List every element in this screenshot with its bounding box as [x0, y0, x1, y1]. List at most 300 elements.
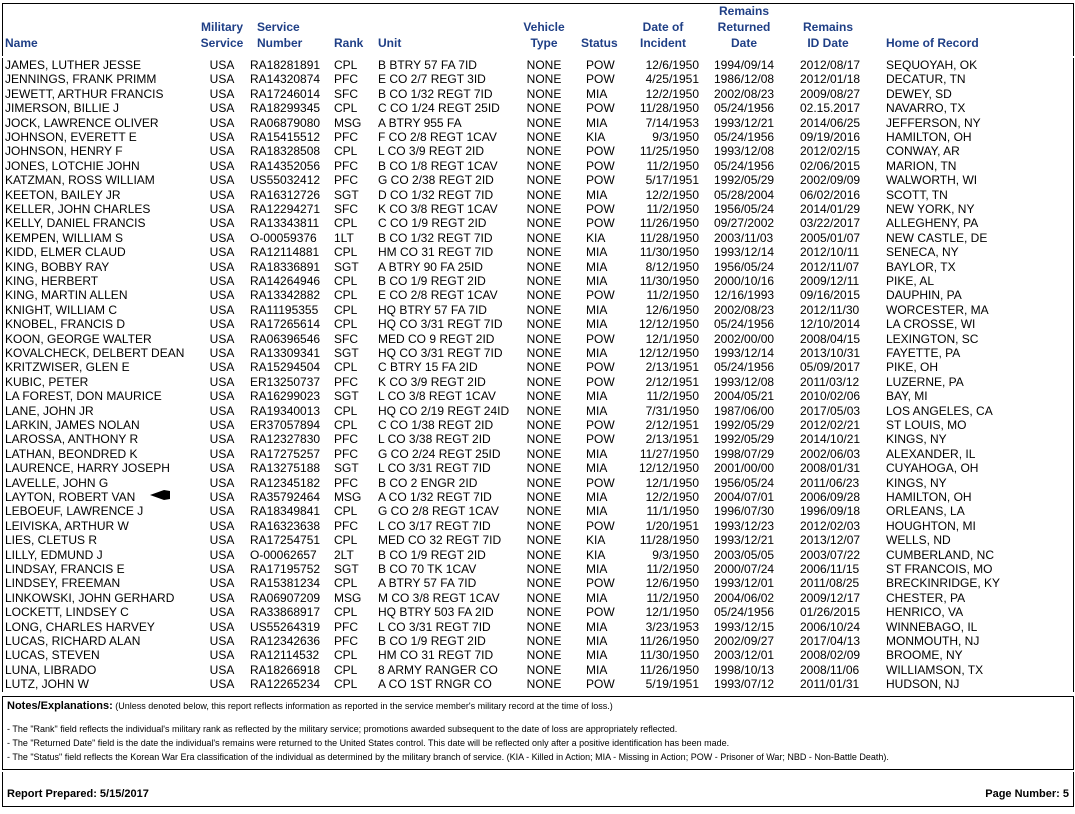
cell-status: MIA: [586, 274, 608, 288]
cell-remains-id: 2008/11/06: [800, 662, 860, 677]
table-row: [3, 591, 1073, 605]
cell-vehicle-type: NONE: [526, 432, 562, 447]
notes-heading: [7, 700, 613, 714]
cell-remains-returned: 05/24/1956: [714, 158, 775, 173]
cell-service-number: RA18281891: [250, 58, 321, 72]
cell-unit: B CO 1/32 REGT 7ID: [378, 86, 493, 101]
cell-military-service: USA: [209, 547, 235, 562]
table-row: [3, 130, 1073, 144]
cell-military-service: USA: [209, 216, 235, 231]
cell-remains-id: 2008/01/31: [800, 461, 861, 476]
header-military-service: Military Service: [200, 20, 244, 50]
cell-unit: HQ BTRY 57 FA 7ID: [378, 302, 487, 317]
cell-vehicle-type: NONE: [526, 230, 562, 245]
report-footer: [2, 772, 1074, 807]
cell-date-of-incident: 12/12/1950: [638, 461, 699, 476]
cell-military-service: USA: [209, 346, 235, 360]
cell-remains-id: 2012/02/21: [800, 418, 861, 432]
cell-rank: CPL: [334, 677, 358, 692]
cell-unit: HM CO 31 REGT 7ID: [378, 245, 494, 260]
table-row: [3, 288, 1073, 302]
cell-unit: L CO 3/9 REGT 2ID: [378, 144, 485, 159]
cell-service-number: RA17275257: [250, 446, 321, 461]
cell-military-service: USA: [209, 101, 235, 116]
cell-military-service: USA: [209, 648, 235, 663]
header-remains-id-date: Remains ID Date: [802, 20, 854, 50]
cell-service-number: RA16299023: [250, 389, 321, 404]
cell-status: MIA: [586, 662, 608, 677]
cell-remains-id: 2017/04/13: [800, 634, 861, 648]
cell-unit: G CO 2/8 REGT 1CAV: [378, 504, 499, 519]
cell-military-service: USA: [209, 619, 235, 634]
cell-date-of-incident: 12/12/1950: [638, 317, 699, 332]
cell-remains-id: 2006/11/15: [800, 562, 860, 576]
cell-service-number: RA12265234: [250, 677, 321, 692]
cell-vehicle-type: NONE: [526, 173, 562, 188]
cell-military-service: USA: [209, 187, 235, 202]
table-row: [3, 360, 1073, 374]
cell-unit: A CO 1/32 REGT 7ID: [378, 490, 492, 504]
cell-service-number: RA17246014: [250, 86, 321, 101]
header-name: Name: [5, 36, 38, 50]
cell-home-of-record: WELLS, ND: [886, 533, 951, 548]
table-row: [3, 677, 1073, 691]
cell-rank: PFC: [334, 374, 358, 389]
cell-service-number: RA17195752: [250, 562, 321, 576]
cell-rank: SGT: [334, 259, 359, 274]
cell-home-of-record: WALWORTH, WI: [886, 173, 978, 188]
cell-name: KRITZWISER, GLEN E: [5, 360, 130, 375]
cell-service-number: RA06907209: [250, 590, 321, 605]
cell-unit: B CO 2 ENGR 2ID: [378, 475, 478, 490]
cell-name: LAROSSA, ANTHONY R: [5, 432, 139, 447]
cell-date-of-incident: 11/26/1950: [639, 662, 699, 677]
cell-remains-id: 2012/11/07: [800, 259, 860, 274]
cell-status: MIA: [586, 245, 608, 260]
cell-name: KING, HERBERT: [5, 274, 99, 288]
cell-unit: B CO 1/9 REGT 2ID: [378, 547, 486, 562]
table-row: [3, 188, 1073, 202]
cell-home-of-record: HAMILTON, OH: [886, 130, 972, 144]
cell-name: LARKIN, JAMES NOLAN: [5, 418, 140, 432]
table-row: [3, 418, 1073, 432]
cell-remains-returned: 05/24/1956: [714, 360, 775, 375]
cell-name: LINKOWSKI, JOHN GERHARD: [5, 590, 175, 605]
cell-rank: PFC: [334, 518, 358, 533]
cell-name: LOCKETT, LINDSEY C: [5, 605, 129, 620]
cell-service-number: RA18328508: [250, 144, 321, 159]
cell-vehicle-type: NONE: [526, 72, 562, 87]
cell-home-of-record: SEQUOYAH, OK: [886, 58, 978, 72]
header-status: Status: [581, 36, 618, 50]
cell-unit: G CO 2/24 REGT 25ID: [378, 446, 501, 461]
cell-military-service: USA: [209, 504, 235, 519]
cell-name: JAMES, LUTHER JESSE: [5, 58, 142, 72]
cell-unit: HQ CO 2/19 REGT 24ID: [378, 403, 510, 418]
cell-name: LIES, CLETUS R: [5, 533, 98, 548]
cell-remains-returned: 05/24/1956: [714, 605, 775, 620]
table-row: [3, 620, 1073, 634]
cell-unit: HM CO 31 REGT 7ID: [378, 648, 494, 663]
cell-date-of-incident: 12/6/1950: [645, 58, 699, 72]
cell-name: LEBOEUF, LAWRENCE J: [5, 504, 144, 519]
cell-name: LAVELLE, JOHN G: [5, 475, 109, 490]
cell-remains-returned: 2001/00/00: [714, 461, 775, 476]
table-row: [3, 317, 1073, 331]
cell-rank: PFC: [334, 173, 358, 188]
cell-remains-id: 03/22/2017: [800, 216, 861, 231]
cell-rank: PFC: [334, 72, 358, 87]
cell-unit: B CO 1/8 REGT 1CAV: [378, 158, 498, 173]
cell-date-of-incident: 11/26/1950: [639, 216, 699, 231]
cell-date-of-incident: 2/13/1951: [645, 360, 699, 375]
table-row: [3, 144, 1073, 158]
cell-date-of-incident: 2/13/1951: [645, 432, 699, 447]
cell-military-service: USA: [209, 590, 235, 605]
cell-unit: A BTRY 90 FA 25ID: [378, 259, 483, 274]
cell-military-service: USA: [209, 288, 235, 303]
cell-remains-id: 2012/02/15: [800, 144, 861, 159]
cell-remains-id: 2003/07/22: [800, 547, 861, 562]
cell-remains-returned: 1956/05/24: [714, 475, 775, 490]
header-remains-returned-date: Remains Returned Date: [717, 4, 771, 50]
cell-status: POW: [586, 677, 615, 692]
cell-home-of-record: ST LOUIS, MO: [886, 418, 967, 432]
cell-service-number: RA17265614: [250, 317, 321, 332]
cell-status: POW: [586, 432, 615, 447]
cell-military-service: USA: [209, 317, 235, 332]
cell-status: POW: [586, 605, 615, 620]
cell-date-of-incident: 7/14/1953: [645, 115, 699, 130]
cell-remains-returned: 1998/07/29: [714, 446, 775, 461]
cell-vehicle-type: NONE: [526, 446, 562, 461]
cell-remains-id: 2006/10/24: [800, 619, 861, 634]
cell-service-number: US55264319: [250, 619, 321, 634]
cell-date-of-incident: 12/2/1950: [645, 490, 699, 504]
cell-remains-returned: 2004/06/02: [714, 590, 775, 605]
table-row: [3, 245, 1073, 259]
cell-unit: G CO 2/38 REGT 2ID: [378, 173, 494, 188]
cell-status: MIA: [586, 446, 608, 461]
cell-vehicle-type: NONE: [526, 662, 562, 677]
cell-unit: F CO 2/8 REGT 1CAV: [378, 130, 497, 144]
cell-name: JOCK, LAWRENCE OLIVER: [5, 115, 159, 130]
cell-name: LANE, JOHN JR: [5, 403, 94, 418]
cell-vehicle-type: NONE: [526, 259, 562, 274]
notes-line: - The "Rank" field reflects the individual's military rank as reflected by the military service; promotions awarded subsequent to the date of loss are appropriately reflected.: [7, 724, 678, 734]
cell-military-service: USA: [209, 418, 235, 432]
cell-date-of-incident: 12/2/1950: [645, 86, 699, 101]
cell-rank: CPL: [334, 418, 358, 432]
cell-status: POW: [586, 518, 615, 533]
cell-unit: K CO 3/8 REGT 1CAV: [378, 202, 498, 216]
cell-date-of-incident: 11/28/1950: [639, 533, 699, 548]
cell-unit: L CO 3/31 REGT 7ID: [378, 619, 491, 634]
cell-status: MIA: [586, 389, 608, 404]
cell-service-number: RA06396546: [250, 331, 321, 346]
cell-date-of-incident: 5/19/1951: [645, 677, 699, 692]
cell-rank: SGT: [334, 389, 359, 404]
cell-vehicle-type: NONE: [526, 374, 562, 389]
cell-unit: L CO 3/38 REGT 2ID: [378, 432, 491, 447]
cell-military-service: USA: [209, 374, 235, 389]
report-prepared-date: Report Prepared: 5/15/2017: [7, 788, 149, 800]
table-row: [3, 663, 1073, 677]
cell-name: KOON, GEORGE WALTER: [5, 331, 152, 346]
cell-date-of-incident: 12/1/1950: [645, 605, 699, 620]
cell-service-number: O-00059376: [250, 230, 317, 245]
cell-date-of-incident: 11/26/1950: [639, 634, 699, 648]
cell-home-of-record: ORLEANS, LA: [886, 504, 965, 519]
cell-rank: CPL: [334, 662, 358, 677]
cell-rank: CPL: [334, 274, 358, 288]
cell-rank: CPL: [334, 288, 358, 303]
cell-remains-id: 02/06/2015: [800, 158, 861, 173]
cell-military-service: USA: [209, 446, 235, 461]
cell-date-of-incident: 8/12/1950: [645, 259, 699, 274]
cell-vehicle-type: NONE: [526, 533, 562, 548]
header-rank: Rank: [334, 36, 364, 50]
cell-status: POW: [586, 101, 615, 116]
cell-date-of-incident: 11/27/1950: [639, 446, 699, 461]
cell-remains-id: 2011/01/31: [800, 677, 860, 692]
cell-date-of-incident: 11/28/1950: [639, 230, 699, 245]
cell-name: KEETON, BAILEY JR: [5, 187, 121, 202]
cell-status: KIA: [586, 533, 606, 548]
cell-unit: B CO 70 TK 1CAV: [378, 562, 477, 576]
cell-remains-id: 2014/06/25: [800, 115, 861, 130]
cell-vehicle-type: NONE: [526, 288, 562, 303]
cell-rank: CPL: [334, 317, 358, 332]
cell-date-of-incident: 12/1/1950: [645, 331, 699, 346]
cell-remains-returned: 1987/06/00: [714, 403, 775, 418]
cell-service-number: RA19340013: [250, 403, 321, 418]
cell-date-of-incident: 11/1/1950: [646, 504, 699, 519]
cell-rank: CPL: [334, 58, 358, 72]
cell-remains-returned: 1994/09/14: [714, 58, 775, 72]
cell-status: MIA: [586, 634, 608, 648]
cell-military-service: USA: [209, 72, 235, 87]
cell-home-of-record: CUMBERLAND, NC: [886, 547, 995, 562]
cell-service-number: RA14264946: [250, 274, 321, 288]
cell-remains-returned: 2000/10/16: [714, 274, 775, 288]
cell-remains-returned: 2003/05/05: [714, 547, 775, 562]
cell-remains-returned: 2002/09/27: [714, 634, 775, 648]
cell-rank: SGT: [334, 461, 359, 476]
page-number: Page Number: 5: [985, 788, 1069, 800]
cell-name: LUTZ, JOHN W: [5, 677, 89, 692]
cell-name: LUCAS, STEVEN: [5, 648, 100, 663]
cell-status: POW: [586, 144, 615, 159]
cell-remains-id: 09/19/2016: [800, 130, 861, 144]
cell-remains-returned: 05/28/2004: [714, 187, 775, 202]
cell-remains-returned: 2003/12/01: [714, 648, 775, 663]
cell-name: KELLY, DANIEL FRANCIS: [5, 216, 146, 231]
table-row: [3, 231, 1073, 245]
cell-remains-returned: 1993/12/21: [714, 115, 775, 130]
cell-name: KIDD, ELMER CLAUD: [5, 245, 126, 260]
cell-service-number: ER37057894: [250, 418, 321, 432]
cell-rank: CPL: [334, 403, 358, 418]
cell-vehicle-type: NONE: [526, 504, 562, 519]
cell-home-of-record: BRECKINRIDGE, KY: [886, 576, 1001, 591]
cell-rank: SFC: [334, 86, 358, 101]
notes-title: Notes/Explanations:: [7, 700, 113, 712]
cell-status: MIA: [586, 648, 608, 663]
cell-vehicle-type: NONE: [526, 389, 562, 404]
cell-vehicle-type: NONE: [526, 418, 562, 432]
cell-date-of-incident: 1/20/1951: [645, 518, 699, 533]
cell-service-number: RA11195355: [250, 302, 319, 317]
cell-military-service: USA: [209, 158, 235, 173]
cell-service-number: RA18299345: [250, 101, 321, 116]
cell-vehicle-type: NONE: [526, 187, 562, 202]
table-row: [3, 87, 1073, 101]
cell-home-of-record: KINGS, NY: [886, 432, 947, 447]
cell-unit: C CO 1/38 REGT 2ID: [378, 418, 494, 432]
cell-remains-returned: 1992/05/29: [714, 432, 775, 447]
cell-military-service: USA: [209, 144, 235, 159]
cell-name: KELLER, JOHN CHARLES: [5, 202, 151, 216]
cell-unit: D CO 1/32 REGT 7ID: [378, 187, 494, 202]
table-row: [3, 648, 1073, 662]
cell-status: MIA: [586, 562, 608, 576]
cell-service-number: RA15381234: [250, 576, 321, 591]
cell-home-of-record: FAYETTE, PA: [886, 346, 961, 360]
cell-name: KUBIC, PETER: [5, 374, 89, 389]
cell-service-number: RA12345182: [250, 475, 321, 490]
table-row: [3, 332, 1073, 346]
cell-date-of-incident: 11/25/1950: [639, 144, 699, 159]
cell-home-of-record: SENECA, NY: [886, 245, 959, 260]
cell-name: JEWETT, ARTHUR FRANCIS: [5, 86, 164, 101]
cell-remains-id: 2002/06/03: [800, 446, 861, 461]
cell-remains-id: 2013/10/31: [800, 346, 861, 360]
cell-unit: E CO 2/7 REGT 3ID: [378, 72, 486, 87]
cell-home-of-record: ALEXANDER, IL: [886, 446, 976, 461]
cell-status: MIA: [586, 259, 608, 274]
cell-status: KIA: [586, 230, 606, 245]
cell-remains-returned: 05/24/1956: [714, 101, 775, 116]
cell-status: KIA: [586, 130, 606, 144]
cell-military-service: USA: [209, 360, 235, 375]
cell-unit: HQ BTRY 503 FA 2ID: [378, 605, 494, 620]
table-row: [3, 634, 1073, 648]
cell-rank: SGT: [334, 346, 359, 360]
cell-status: MIA: [586, 403, 608, 418]
cell-status: POW: [586, 158, 615, 173]
table-row: [3, 504, 1073, 518]
cell-remains-id: 2014/01/29: [800, 202, 861, 216]
cell-military-service: USA: [209, 634, 235, 648]
cell-date-of-incident: 9/3/1950: [652, 130, 699, 144]
cell-rank: 1LT: [334, 230, 354, 245]
cell-service-number: RA14320874: [250, 72, 321, 87]
cell-status: POW: [586, 576, 615, 591]
cell-rank: PFC: [334, 475, 358, 490]
cell-date-of-incident: 12/2/1950: [645, 187, 699, 202]
header-vehicle-type: Vehicle Type: [523, 20, 565, 50]
cell-name: LINDSEY, FREEMAN: [5, 576, 121, 591]
table-row: [3, 519, 1073, 533]
cell-home-of-record: DEWEY, SD: [886, 86, 952, 101]
cell-remains-id: 2006/09/28: [800, 490, 861, 504]
cell-rank: MSG: [334, 115, 362, 130]
cell-home-of-record: HAMILTON, OH: [886, 490, 972, 504]
cell-remains-id: 01/26/2015: [800, 605, 861, 620]
cell-unit: L CO 3/8 REGT 1CAV: [378, 389, 496, 404]
cell-remains-id: 2009/12/17: [800, 590, 861, 605]
cell-service-number: RA12114532: [250, 648, 320, 663]
table-row: [3, 447, 1073, 461]
cell-remains-id: 2011/03/12: [800, 374, 860, 389]
cell-unit: L CO 3/17 REGT 7ID: [378, 518, 491, 533]
cell-remains-id: 2011/06/23: [800, 475, 860, 490]
table-row: [3, 260, 1073, 274]
cell-name: LA FOREST, DON MAURICE: [5, 389, 162, 404]
cell-rank: CPL: [334, 245, 358, 260]
cell-military-service: USA: [209, 58, 235, 72]
cell-name: LILLY, EDMUND J: [5, 547, 103, 562]
cell-remains-returned: 1992/05/29: [714, 418, 775, 432]
cell-vehicle-type: NONE: [526, 274, 562, 288]
cell-vehicle-type: NONE: [526, 317, 562, 332]
cell-unit: C BTRY 15 FA 2ID: [378, 360, 478, 375]
cell-military-service: USA: [209, 605, 235, 620]
cell-remains-id: 02.15.2017: [800, 101, 861, 116]
table-row: [3, 72, 1073, 86]
cell-status: MIA: [586, 115, 608, 130]
cell-military-service: USA: [209, 115, 235, 130]
table-row: [3, 562, 1073, 576]
cell-home-of-record: JEFFERSON, NY: [886, 115, 981, 130]
cell-remains-returned: 1956/05/24: [714, 202, 775, 216]
cell-home-of-record: WINNEBAGO, IL: [886, 619, 978, 634]
table-header: [2, 3, 1074, 56]
cell-remains-returned: 1993/12/01: [714, 576, 775, 591]
cell-unit: C CO 1/9 REGT 2ID: [378, 216, 487, 231]
cell-date-of-incident: 12/1/1950: [645, 475, 699, 490]
cell-home-of-record: DAUPHIN, PA: [886, 288, 962, 303]
cell-unit: 8 ARMY RANGER CO: [378, 662, 498, 677]
cell-military-service: USA: [209, 403, 235, 418]
cell-status: POW: [586, 418, 615, 432]
cell-military-service: USA: [209, 533, 235, 548]
cell-service-number: RA12294271: [250, 202, 321, 216]
cell-remains-id: 2010/02/06: [800, 389, 861, 404]
cell-remains-returned: 1993/12/08: [714, 144, 775, 159]
cell-remains-returned: 2004/07/01: [714, 490, 775, 504]
cell-name: LATHAN, BEONDRED K: [5, 446, 138, 461]
cell-name: KATZMAN, ROSS WILLIAM: [5, 173, 155, 188]
table-row: [3, 346, 1073, 360]
table-row: [3, 58, 1073, 72]
table-row: [3, 303, 1073, 317]
cell-vehicle-type: NONE: [526, 634, 562, 648]
cell-unit: HQ CO 3/31 REGT 7ID: [378, 317, 503, 332]
cell-name: KING, MARTIN ALLEN: [5, 288, 128, 303]
cell-date-of-incident: 11/2/1950: [646, 288, 699, 303]
cell-home-of-record: NAVARRO, TX: [886, 101, 966, 116]
cell-remains-returned: 2003/11/03: [714, 230, 774, 245]
cell-name: JONES, LOTCHIE JOHN: [5, 158, 140, 173]
cell-status: POW: [586, 173, 615, 188]
notes-line: - The "Status" field reflects the Korean War Era classification of the individual as determined by the military branch of service. (KIA - Killed in Action; MIA - Missing in Action; POW - Prisoner of War; NBD - Non-Battle Death).: [7, 752, 889, 762]
cell-remains-id: 1996/09/18: [800, 504, 861, 519]
cell-remains-returned: 2002/08/23: [714, 86, 775, 101]
cell-status: MIA: [586, 490, 608, 504]
cell-name: LONG, CHARLES HARVEY: [5, 619, 155, 634]
